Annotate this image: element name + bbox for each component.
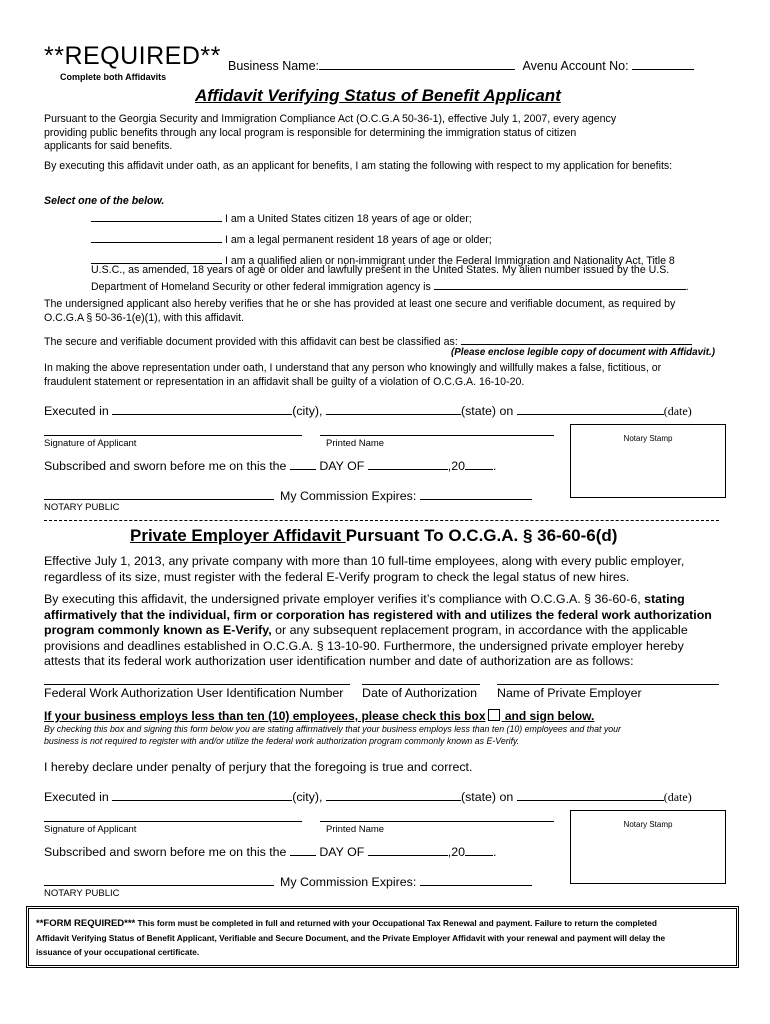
small-biz-text: and sign below. — [501, 709, 595, 723]
notary-public-label: NOTARY PUBLIC — [44, 502, 120, 513]
city-label: (city), — [292, 404, 323, 418]
document-label: The secure and verifiable document provided with this affidavit can best be classified as: — [44, 336, 458, 348]
signature-label: Signature of Applicant — [44, 438, 137, 449]
month-field[interactable] — [368, 457, 448, 470]
effective-line: regardless of its size, must register with the federal E-Verify program to check the legal status of new hires. — [44, 569, 630, 584]
enclose-note: (Please enclose legible copy of document with Affidavit.) — [451, 347, 716, 358]
oath-line: In making the above representation under oath, I understand that any person who knowingly and willfully makes a false, fictitious, or — [44, 362, 662, 374]
commission-label: My Commission Expires: — [280, 489, 417, 503]
commission-label: My Commission Expires: — [280, 875, 417, 889]
executing-statement: By executing this affidavit under oath, as an applicant for benefits, I am stating the following with respect to my application for benefits: — [44, 160, 673, 172]
effective-paragraph — [44, 554, 684, 585]
executed-line — [44, 402, 692, 420]
intro-line: Pursuant to the Georgia Security and Immigration Compliance Act (O.C.G.A 50-36-1), effective July 1, 2007, every agency — [44, 113, 617, 125]
small-note-line: By checking this box and signing this form below you are stating affirmatively that your business employs less than ten (10) employees and that your — [44, 724, 621, 734]
business-name-label: Business Name: — [228, 59, 320, 73]
footer-text: Affidavit Verifying Status of Benefit Applicant, Verifiable and Secure Document, and the Private Employer Affidavit with your renewal and payment will delay the — [36, 933, 666, 943]
signature-line-2[interactable] — [44, 821, 302, 822]
intro-line: providing public benefits through any local program is responsible for determining the immigration status of citizen — [44, 126, 577, 139]
executed-state-field[interactable] — [326, 402, 461, 415]
executed-date-field[interactable] — [517, 402, 664, 415]
employer-name-field[interactable] — [497, 684, 719, 685]
state-label: (state) on — [460, 404, 514, 418]
printed-name-line[interactable] — [320, 435, 554, 436]
alien-number-field[interactable] — [434, 277, 686, 290]
executed-label: Executed in — [44, 790, 109, 804]
oath-paragraph — [44, 362, 661, 389]
small-business-statement — [44, 709, 594, 723]
verifies-line: The undersigned applicant also hereby verifies that he or she has provided at least one secure and verifiable document, as required by — [44, 298, 676, 310]
signature-label: Signature of Applicant — [44, 824, 137, 835]
subscribed-text: . — [493, 459, 497, 473]
effective-line: Effective July 1, 2013, any private company with more than 10 full-time employees, along with every public employer, — [44, 554, 685, 568]
user-id-field[interactable] — [44, 684, 350, 685]
notary-signature-line[interactable] — [44, 499, 274, 500]
verifies-paragraph — [44, 298, 675, 325]
alien-number-line: Department of Homeland Security or other federal immigration agency is . — [91, 277, 689, 295]
date-label: (date) — [663, 404, 692, 418]
signature-line[interactable] — [44, 435, 302, 436]
exec-text: or any subsequent replacement program, in accordance with the applicable — [271, 623, 688, 637]
option-citizen-field[interactable] — [91, 209, 222, 222]
city-label: (city), — [292, 790, 323, 804]
title-part: Pursuant To O.C.G.A. § 36-60-6(d) — [345, 526, 618, 545]
intro-paragraph — [44, 113, 616, 154]
subscribed-line — [44, 457, 496, 475]
exec-text: affirmatively that the individual, firm or corporation has registered with and utilizes the federal work authorization — [44, 607, 712, 622]
notary-public-label: NOTARY PUBLIC — [44, 888, 120, 899]
exec-text: By executing this affidavit, the undersigned private employer verifies it’s compliance with O.C.G.A. § 36-60-6, — [44, 592, 645, 606]
printed-name-line-2[interactable] — [320, 821, 554, 822]
affidavit-title: Affidavit Verifying Status of Benefit Applicant — [195, 86, 561, 105]
document-field[interactable] — [461, 332, 692, 345]
small-business-checkbox[interactable] — [488, 709, 500, 721]
notary-signature-line-2[interactable] — [44, 885, 274, 886]
subscribed-text: Subscribed and sworn before me on this the — [44, 459, 287, 473]
subscribed-text: . — [493, 845, 497, 859]
notary-stamp-box — [570, 424, 726, 498]
executed-date-field-2[interactable] — [517, 788, 664, 801]
complete-both-note: Complete both Affidavits — [60, 72, 167, 82]
commission-line-2 — [280, 873, 532, 891]
option-permanent-resident — [91, 230, 492, 248]
employer-name-label: Name of Private Employer — [497, 686, 642, 700]
executed-line-2 — [44, 788, 692, 806]
small-biz-text: If your business employs less than ten (10) employees, please check this box — [44, 709, 486, 723]
option-label: I am a United States citizen 18 years of age or older; — [224, 213, 472, 225]
option-citizen — [91, 209, 472, 227]
year-field[interactable] — [465, 457, 493, 470]
day-field-2[interactable] — [290, 843, 316, 856]
option-alien-text: Department of Homeland Security or other federal immigration agency is — [91, 281, 431, 293]
notary-stamp-label: Notary Stamp — [623, 434, 673, 443]
commission-field-2[interactable] — [420, 873, 532, 886]
subscribed-text: Subscribed and sworn before me on this the — [44, 845, 287, 859]
select-label: Select one of the below. — [44, 195, 165, 207]
perjury-statement: I hereby declare under penalty of perjury that the foregoing is true and correct. — [44, 760, 473, 774]
executed-label: Executed in — [44, 404, 109, 418]
option-alien-field[interactable] — [91, 251, 222, 264]
notary-stamp-box-2 — [570, 810, 726, 884]
subscribed-text: ,20 — [447, 459, 466, 473]
subscribed-text: DAY OF — [319, 459, 365, 473]
user-id-label: Federal Work Authorization User Identification Number — [44, 686, 344, 700]
footer-text: issuance of your occupational certificate. — [36, 947, 200, 957]
section-divider — [44, 520, 719, 521]
commission-line — [280, 487, 532, 505]
commission-field[interactable] — [420, 487, 532, 500]
exec-text: stating — [644, 592, 685, 606]
exec-text: attests that its federal work authorization user identification number and date of authorization are as follows: — [44, 654, 634, 668]
header-fields — [228, 57, 694, 73]
printed-name-label: Printed Name — [326, 438, 385, 449]
account-number-label: Avenu Account No: — [522, 59, 629, 73]
state-label: (state) on — [460, 790, 514, 804]
authorization-date-field[interactable] — [362, 684, 480, 685]
day-field[interactable] — [290, 457, 316, 470]
executed-state-field-2[interactable] — [326, 788, 461, 801]
option-resident-field[interactable] — [91, 230, 222, 243]
option-alien-text: U.S.C., as amended, 18 years of age or older and lawfully present in the United States. My alien number issued by the U.S. — [91, 264, 670, 276]
subscribed-text: ,20 — [447, 845, 466, 859]
notary-stamp-label: Notary Stamp — [623, 820, 673, 829]
oath-line: fraudulent statement or representation in an affidavit shall be guilty of a violation of O.C.G.A. 16-10-20. — [44, 375, 525, 388]
footer-text: **FORM REQUIRED*** — [36, 918, 136, 929]
title-part: Private Employer Affidavit — [130, 526, 346, 545]
year-field-2[interactable] — [465, 843, 493, 856]
option-label: I am a legal permanent resident 18 years of age or older; — [224, 234, 492, 246]
date-label: (date) — [663, 790, 692, 804]
subscribed-line-2 — [44, 843, 496, 861]
executed-city-field[interactable] — [112, 402, 292, 415]
month-field-2[interactable] — [368, 843, 448, 856]
subscribed-text: DAY OF — [319, 845, 365, 859]
executed-city-field-2[interactable] — [112, 788, 292, 801]
private-employer-title — [130, 526, 617, 546]
small-note-line: business is not required to register with and/or utilize the federal work authorization program commonly known as E-Verify. — [44, 735, 520, 746]
authorization-date-label: Date of Authorization — [362, 686, 478, 700]
option-label: I am a qualified alien or non-immigrant under the Federal Immigration and Nationality Act, Title 8 — [224, 255, 675, 267]
printed-name-label: Printed Name — [326, 824, 385, 835]
business-name-field[interactable] — [319, 57, 515, 70]
exec-text: provisions and deadlines established in O.C.G.A. § 13-10-90. Furthermore, the undersigned private employer hereby — [44, 638, 684, 653]
executing-paragraph — [44, 592, 712, 670]
verifies-line: O.C.G.A § 50-36-1(e)(1), with this affidavit. — [44, 311, 244, 324]
intro-line: applicants for said benefits. — [44, 140, 173, 152]
exec-text: program commonly known as E-Verify, — [44, 623, 272, 637]
account-number-field[interactable] — [632, 57, 694, 70]
footer-text: This form must be completed in full and returned with your Occupational Tax Renewal and payment. Failure to return the completed — [135, 918, 657, 928]
small-business-note — [44, 724, 621, 747]
footer-notice — [36, 916, 726, 959]
required-heading: **REQUIRED** — [44, 42, 221, 70]
